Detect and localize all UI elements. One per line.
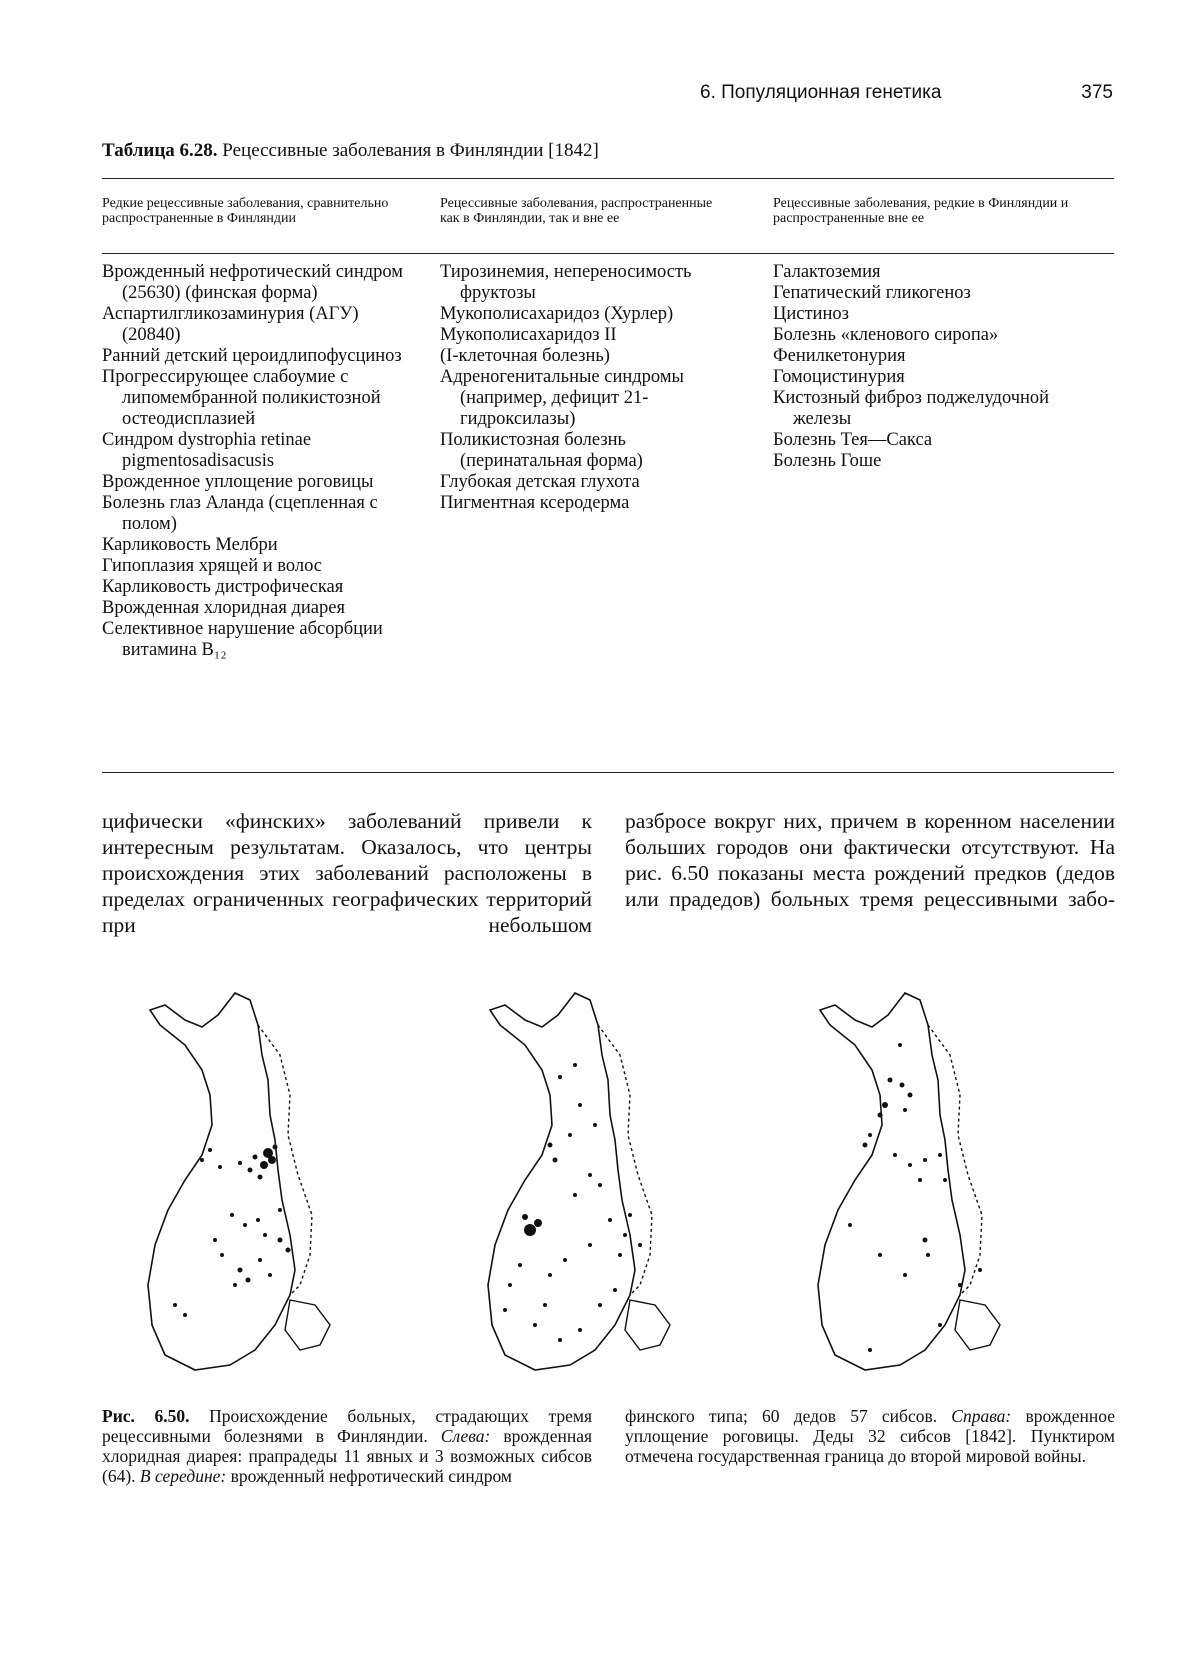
figure-caption-left-lead: Слева: — [440, 1426, 491, 1446]
table-cell: Гомоцистинурия — [773, 367, 905, 387]
table-cell: Гепатический гликогеноз — [773, 283, 971, 303]
table-cell: Карликовость Мелбри — [102, 535, 278, 555]
table-cell: Фенилкетонурия — [773, 346, 906, 366]
table-caption-text: Рецессивные заболевания в Финляндии [1842] — [222, 140, 599, 161]
table-cell: Адреногенитальные синдромы (например, дефицит 21-гидроксилазы) — [440, 367, 684, 429]
figure-caption-text: врожденное уплощение роговицы. Деды 32 сибсов [1842]. Пунктиром отмечена государственная граница до второй мировой войны. — [625, 1406, 1115, 1466]
running-head — [700, 82, 1113, 104]
figure-caption-right — [625, 1406, 1115, 1466]
figure-caption-text: финского типа; 60 дедов 57 сибсов. — [625, 1406, 938, 1426]
table-cell: Врожденное уплощение роговицы — [102, 472, 374, 492]
map-right — [818, 993, 1000, 1370]
figure-caption-text: врожденная хлоридная диарея: прапрадеды 11 явных и 3 возможных сибсов (64). — [102, 1426, 593, 1486]
table-header-col-1: Редкие рецессивные заболевания, сравнительно распространенные в Финляндии — [102, 196, 389, 226]
table-cell: Мукополисахаридоз II — [440, 325, 617, 345]
table-bottom-rule — [102, 772, 1114, 773]
table-cell: Синдром dystrophia retinae pigmentosadisacusis — [102, 430, 312, 471]
table-cell: Врожденный нефротический синдром (25630) (финская форма) — [102, 262, 403, 303]
map-middle — [488, 993, 670, 1370]
table-col-1-list — [102, 262, 420, 661]
table-cell: Болезнь «кленового сиропа» — [773, 325, 999, 345]
body-text-left: цифически «финских» заболеваний привели к интересным результатам. Оказалось, что центры происхождения этих заболеваний расположены в пределах ограниченных географических территорий при небольшом — [102, 809, 592, 937]
table-cell: Ранний детский цероидлипофусциноз — [102, 346, 402, 366]
table-top-rule — [102, 178, 1114, 179]
figure-caption-mid-lead: В середине: — [139, 1466, 227, 1486]
table-cell: Кистозный фиброз поджелудочной железы — [773, 388, 1050, 429]
map-left — [148, 993, 330, 1370]
table-cell: Болезнь Тея—Сакса — [773, 430, 933, 450]
table-cell: Тирозинемия, непереносимость фруктозы — [440, 262, 692, 303]
table-cell: Гипоплазия хрящей и волос — [102, 556, 323, 576]
table-header-col-2: Рецессивные заболевания, распространенные как в Финляндии, так и вне ее — [440, 196, 713, 226]
body-text-right: разбросе вокруг них, причем в коренном населении больших городов они фактически отсутствуют. На рис. 6.50 показаны места рождений предков (дедов или прадедов) больных тремя рецессивными забо- — [625, 809, 1115, 911]
figure-maps — [120, 985, 1120, 1385]
table-cell: Пигментная ксеродерма — [440, 493, 630, 513]
table-cell: Прогрессирующее слабоумие с липомембранной поликистозной остеодисплазией — [102, 367, 381, 429]
table-cell: Болезнь глаз Аланда (сцепленная с полом) — [102, 493, 378, 534]
figure-caption-text: Происхождение больных, страдающих тремя рецессивными болезнями в Финляндии. — [102, 1406, 592, 1446]
map-right-dots — [848, 1043, 982, 1352]
table-cell: Врожденная хлоридная диарея — [102, 598, 345, 618]
page-number: 375 — [1081, 82, 1113, 103]
map-middle-dots — [503, 1063, 642, 1342]
table-cell: Селективное нарушение абсорбции витамина B₁₂ — [102, 619, 383, 660]
table-cell: Карликовость дистрофическая — [102, 577, 344, 597]
figure-caption-text: врожденный нефротический синдром — [230, 1466, 512, 1486]
table-header-rule — [102, 253, 1114, 254]
table-cell: Поликистозная болезнь (перинатальная форма) — [440, 430, 643, 471]
table-cell: Болезнь Гоше — [773, 451, 882, 471]
figure-label: Рис. 6.50. — [102, 1406, 190, 1426]
table-cell: Галактоземия — [773, 262, 881, 282]
running-head-title: 6. Популяционная генетика — [700, 82, 942, 103]
table-cell: Аспартилгликозаминурия (АГУ) (20840) — [102, 304, 359, 345]
table-cell: Глубокая детская глухота — [440, 472, 640, 492]
table-caption — [102, 140, 599, 162]
table-col-3-list — [773, 262, 1093, 472]
table-col-2-list — [440, 262, 750, 514]
figure-caption-right-lead: Справа: — [951, 1406, 1012, 1426]
table-cell: (I-клеточная болезнь) — [440, 346, 610, 366]
table-header-col-3: Рецессивные заболевания, редкие в Финляндии и распространенные вне ее — [773, 196, 1069, 226]
finland-maps-svg — [120, 985, 1120, 1385]
table-label: Таблица 6.28. — [102, 140, 218, 161]
figure-caption-left — [102, 1406, 592, 1486]
table-cell: Мукополисахаридоз (Хурлер) — [440, 304, 674, 324]
table-cell: Цистиноз — [773, 304, 849, 324]
